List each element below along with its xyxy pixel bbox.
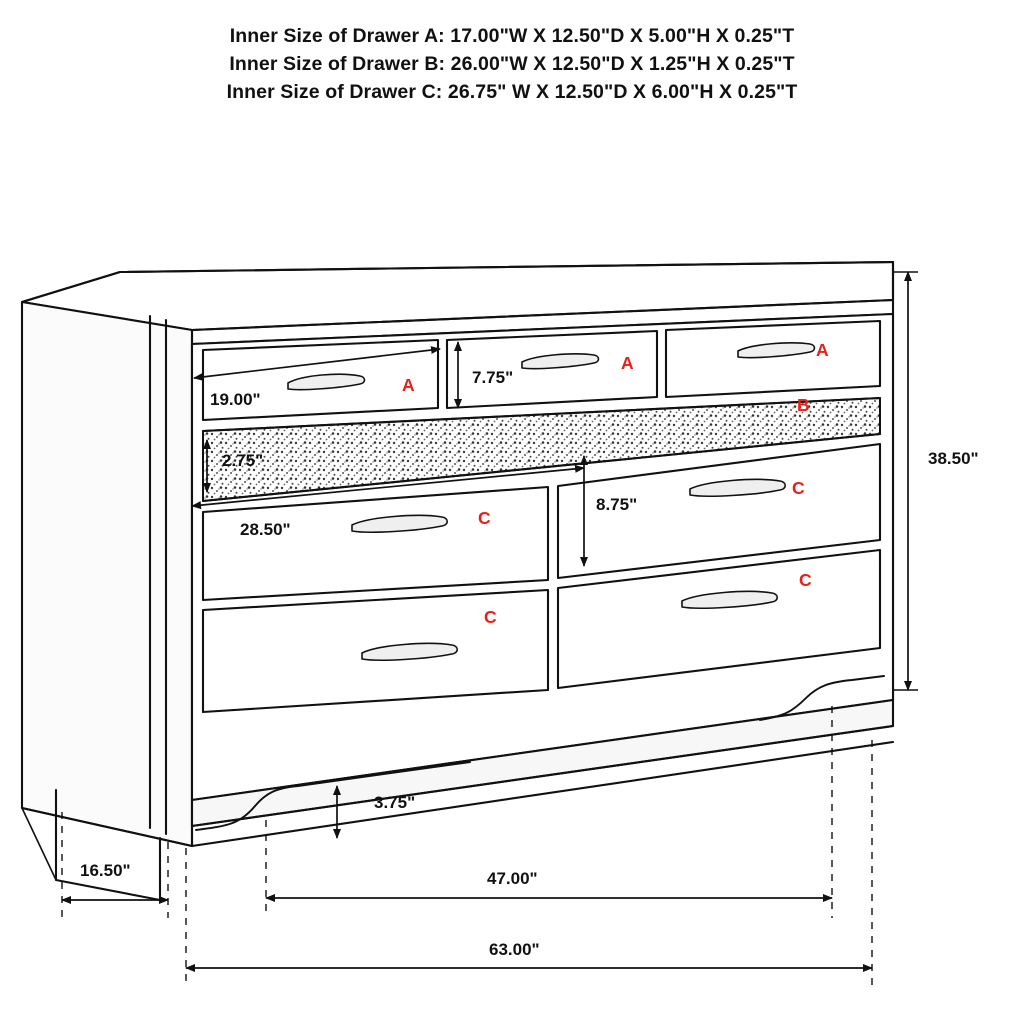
drawer-tag-c-lower-right: C bbox=[799, 570, 812, 590]
drawer-tag-b-right: B bbox=[797, 395, 810, 415]
drawer-tag-a-middle: A bbox=[621, 353, 634, 373]
drawer-tag-a-left: A bbox=[402, 375, 415, 395]
spec-line-drawer-b: Inner Size of Drawer B: 26.00"W X 12.50"D X 1.25"H X 0.25"T bbox=[229, 53, 795, 75]
spec-line-drawer-c: Inner Size of Drawer C: 26.75" W X 12.50"D X 6.00"H X 0.25"T bbox=[226, 81, 798, 103]
dim-label-base-clearance: 3.75" bbox=[374, 793, 416, 812]
dim-label-drawer-a-width: 19.00" bbox=[210, 390, 261, 409]
spec-line-drawer-a: Inner Size of Drawer A: 17.00"W X 12.50"D X 5.00"H X 0.25"T bbox=[229, 25, 795, 47]
drawer-tag-c-lower-left: C bbox=[484, 607, 497, 627]
dim-label-drawer-c-height: 8.75" bbox=[596, 495, 638, 514]
dim-label-inner-width: 47.00" bbox=[487, 869, 538, 888]
dim-label-drawer-b-height: 2.75" bbox=[222, 451, 264, 470]
dim-label-depth: 16.50" bbox=[80, 861, 131, 880]
dim-label-drawer-a-height: 7.75" bbox=[472, 368, 514, 387]
drawer-tag-c-upper-right: C bbox=[792, 478, 805, 498]
dim-label-overall-width: 63.00" bbox=[489, 940, 540, 959]
drawer-tag-c-upper-left: C bbox=[478, 508, 491, 528]
dim-label-overall-height: 38.50" bbox=[928, 449, 979, 468]
drawer-tag-a-right: A bbox=[816, 340, 829, 360]
dim-label-drawer-c-width: 28.50" bbox=[240, 520, 291, 539]
